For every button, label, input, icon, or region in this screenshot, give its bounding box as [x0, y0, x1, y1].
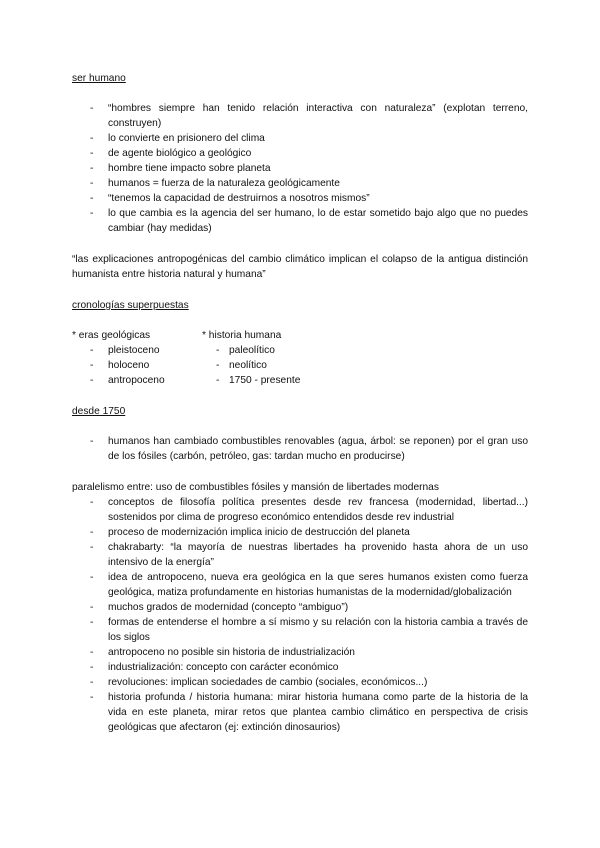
list-item: - neolítico — [202, 358, 402, 373]
list-item: - pleistoceno — [72, 343, 202, 358]
chronology-columns — [72, 328, 528, 388]
quote-paragraph: “las explicaciones antropogénicas del cambio climático implican el colapso de la antigua distinción humanista entre historia natural y humana” — [72, 254, 528, 280]
list-item: - holoceno — [72, 358, 202, 373]
list-item: - antropoceno no posible sin historia de industrialización — [72, 645, 528, 660]
list-item: - proceso de modernización implica inicio de destrucción del planeta — [72, 525, 528, 540]
heading-desde-1750: desde 1750 — [72, 406, 126, 417]
list-item: - lo que cambia es la agencia del ser humano, lo de estar sometido bajo algo que no puedes cambiar (hay medidas) — [72, 206, 528, 236]
list-eras — [72, 343, 202, 388]
list-item: - revoluciones: implican sociedades de cambio (sociales, económicos...) — [72, 675, 528, 690]
heading-cronologias: cronologías superpuestas — [72, 300, 189, 311]
list-item: - humanos han cambiado combustibles renovables (agua, árbol: se reponen) por el gran uso de los fósiles (carbón, petróleo, gas: tardan mucho en producirse) — [72, 434, 528, 464]
list-desde-1750 — [72, 434, 528, 464]
list-historia — [202, 343, 402, 388]
list-paralelismo — [72, 495, 528, 735]
list-item: - “tenemos la capacidad de destruirnos a nosotros mismos” — [72, 191, 528, 206]
paralelismo-intro: paralelismo entre: uso de combustibles fósiles y mansión de libertades modernas — [72, 482, 439, 493]
list-ser-humano — [72, 101, 528, 236]
list-item: - conceptos de filosofía política presentes desde rev francesa (modernidad, libertad...) sostenidos por clima de progreso económico entendidos desde rev industrial — [72, 495, 528, 525]
list-item: - hombre tiene impacto sobre planeta — [72, 161, 528, 176]
list-item: - “hombres siempre han tenido relación interactiva con naturaleza” (explotan terreno, construyen) — [72, 101, 528, 131]
list-item: - chakrabarty: “la mayoría de nuestras libertades ha provenido hasta ahora de un uso intensivo de la energía” — [72, 540, 528, 570]
list-item: - paleolítico — [202, 343, 402, 358]
list-item: - historia profunda / historia humana: mirar historia humana como parte de la historia de la vida en este planeta, mirar retos que plantea cambio climático en perspectiva de crisis geológicas que afectaron (ej: extinción dinosaurios) — [72, 690, 528, 735]
list-item: - de agente biológico a geológico — [72, 146, 528, 161]
column-historia-humana — [202, 328, 402, 388]
document-page — [72, 71, 528, 735]
column-eras-geologicas — [72, 328, 202, 388]
list-item: - antropoceno — [72, 373, 202, 388]
list-item: - 1750 - presente — [202, 373, 402, 388]
column-heading: * historia humana — [202, 330, 282, 341]
list-item: - lo convierte en prisionero del clima — [72, 131, 528, 146]
list-item: - idea de antropoceno, nueva era geológica en la que seres humanos existen como fuerza geológica, matiza profundamente en historias humanistas de la modernidad/globalización — [72, 570, 528, 600]
list-item: - formas de entenderse el hombre a sí mismo y su relación con la historia cambia a través de los siglos — [72, 615, 528, 645]
list-item: - muchos grados de modernidad (concepto “ambiguo”) — [72, 600, 528, 615]
list-item: - industrialización: concepto con carácter económico — [72, 660, 528, 675]
list-item: - humanos = fuerza de la naturaleza geológicamente — [72, 176, 528, 191]
heading-ser-humano: ser humano — [72, 73, 126, 84]
column-heading: * eras geológicas — [72, 330, 151, 341]
